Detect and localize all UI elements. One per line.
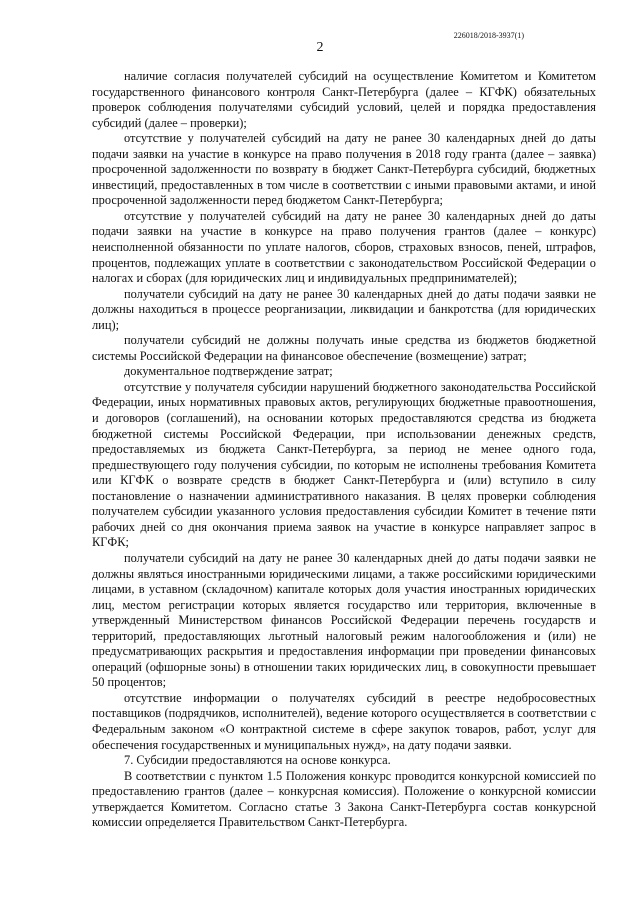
body-text [92,69,596,831]
paragraph: отсутствие у получателей субсидий на дату не ранее 30 календарных дней до даты подачи заявки на участие в конкурсе на право получения грантов (далее – конкурс) неисполненной обязанности по уплате налогов, сборов, страховых взносов, пеней, штрафов, процентов, подлежащих уплате в соответствии с законодательством Российской Федерации о налогах и сборах (для юридических лиц и индивидуальных предпринимателей); [92,208,596,286]
doc-number: 226018/2018-3937(1) [453,31,524,40]
paragraph: получатели субсидий на дату не ранее 30 календарных дней до даты подачи заявки не должны находиться в процессе реорганизации, ликвидации и банкротства (для юридических лиц); [92,286,596,332]
paragraph: документальное подтверждение затрат; [124,364,333,379]
page-number: 2 [316,40,324,55]
paragraph: отсутствие у получателя субсидии нарушений бюджетного законодательства Российской Федерации, иных нормативных правовых актов, регулирующих бюджетные правоотношения, и договоров (соглашений), на основании которых предоставляются средства из бюджета бюджетной системы Российской Федерации, при использовании денежных средств, предоставляемых из бюджета Санкт-Петербурга, за период не менее одного года, предшествующего году получения субсидии, по которым не исполнены требования Комитета или КГФК о возврате средств в бюджет Санкт-Петербурга и (или) вступило в силу постановление о назначении административного наказания. В целях проверки соблюдения получателем субсидии указанного условия предоставления субсидии Комитет в течение пяти рабочих дней со дня окончания приема заявок на участие в конкурсе направляет запрос в КГФК; [92,379,596,550]
paragraph: получатели субсидий не должны получать иные средства из бюджетов бюджетной системы Российской Федерации на финансовое обеспечение (возмещение) затрат; [92,333,596,363]
paragraph: получатели субсидий на дату не ранее 30 календарных дней до даты подачи заявки не должны являться иностранными юридическими лицами, а также российскими юридическими лицами, в уставном (складочном) капитале которых доля участия иностранных юридических лиц, местом регистрации которых является государство или территория, включенные в утвержденный Министерством финансов Российской Федерации перечень государств и территорий, предоставляющих льготный налоговый режим налогообложения и (или) не предусматривающих раскрытия и предоставления информации при проведении финансовых операций (офшорные зоны) в отношении таких юридических лиц, в совокупности превышает 50 процентов; [92,550,596,690]
paragraph: 7. Субсидии предоставляются на основе конкурса. [124,753,391,768]
paragraph: наличие согласия получателей субсидий на осуществление Комитетом и Комитетом государственного финансового контроля Санкт-Петербурга (далее – КГФК) обязательных проверок соблюдения получателями субсидий условий, целей и порядка предоставления субсидий (далее – проверки); [92,69,596,130]
paragraph: отсутствие у получателей субсидий на дату не ранее 30 календарных дней до даты подачи заявки на участие в конкурсе на право получения в 2018 году гранта (далее – заявка) просроченной задолженности по возврату в бюджет Санкт-Петербурга субсидий, бюджетных инвестиций, предоставленных в том числе в соответствии с иными правовыми актами, и иной просроченной задолженности перед бюджетом Санкт-Петербурга; [92,131,596,208]
paragraph: В соответствии с пунктом 1.5 Положения конкурс проводится конкурсной комиссией по предоставлению грантов (далее – конкурсная комиссия). Положение о конкурсной комиссии утверждается Комитетом. Согласно статье 3 Закона Санкт-Петербурга состав конкурсной комиссии определяется Правительством Санкт-Петербурга. [92,768,596,830]
paragraph: отсутствие информации о получателях субсидий в реестре недобросовестных поставщиков (подрядчиков, исполнителей), ведение которого осуществляется в соответствии с Федеральным законом «О контрактной системе в сфере закупок товаров, работ, услуг для обеспечения государственных и муниципальных нужд», на дату подачи заявки. [92,690,596,752]
